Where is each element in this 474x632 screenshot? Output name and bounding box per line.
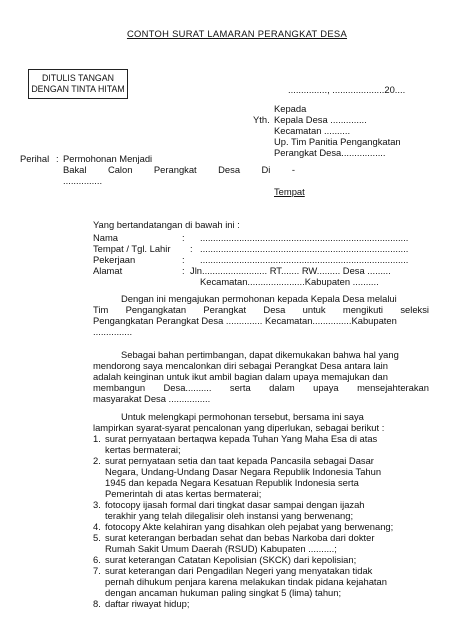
para1-line-1: Dengan ini mengajukan permohonan kepada Kepala Desa melalui xyxy=(121,293,397,304)
date-line: ..............., ....................20.... xyxy=(288,84,406,95)
identity-sep-nama: : xyxy=(182,232,185,243)
list-item-text: Rumah Sakit Umum Daerah (RSUD) Kabupaten ..........; xyxy=(105,543,337,554)
identity-value-pekerjaan: ................................................................................ xyxy=(200,254,409,265)
para3-line-2: lampirkan syarat-syarat pencalonan yang diperlukan, sebagai berikut : xyxy=(93,422,385,433)
list-item-number: 3. xyxy=(93,499,101,510)
list-item-text: kertas bermaterai; xyxy=(105,444,181,455)
address-kepada: Kepada xyxy=(274,103,307,114)
handwritten-note-box xyxy=(28,69,128,99)
opening-text: Yang bertandatangan di bawah ini : xyxy=(93,219,240,230)
tempat-label: Tempat xyxy=(274,186,305,197)
identity-sep-ttl: : xyxy=(190,243,193,254)
identity-label-alamat: Alamat xyxy=(93,265,123,276)
para2-line-5: masyarakat Desa ................ xyxy=(93,393,211,404)
list-item-text: 1945 dan kepada Negara Kesatuan Republik Indonesia serta xyxy=(105,477,359,488)
list-item-text: Pemerintah di atas kertas bermaterai; xyxy=(105,488,262,499)
perihal-line-3: ............... xyxy=(63,175,103,186)
identity-sep-pekerjaan: : xyxy=(182,254,185,265)
list-item-text: surat pernyataan setia dan taat kepada Pancasila sebagai Dasar xyxy=(105,455,374,466)
list-item-text: Negara, Undang-Undang Dasar Negara Republik Indonesia Tahun xyxy=(105,466,382,477)
identity-label-pekerjaan: Pekerjaan xyxy=(93,254,136,265)
address-line-1: Kepala Desa .............. xyxy=(274,114,367,125)
perihal-label: Perihal xyxy=(20,153,50,164)
identity-alamat-cont: Kecamatan......................Kabupaten .......... xyxy=(200,276,379,287)
list-item-number: 7. xyxy=(93,565,101,576)
para2-line-3: adalah keinginan untuk ikut ambil bagian dalam upaya memajukan dan xyxy=(93,371,388,382)
para1-line-4: ............... xyxy=(93,326,133,337)
list-item-number: 4. xyxy=(93,521,101,532)
list-item-text: dengan ancaman hukuman paling singkat 5 (lima) tahun; xyxy=(105,587,342,598)
para1-line-2: Tim Pengangkatan Perangkat Desa untuk mengikuti seleksi xyxy=(93,304,429,315)
list-item-text: pernah dihukum penjara karena melakukan tindak pidana kejahatan xyxy=(105,576,387,587)
list-item-number: 5. xyxy=(93,532,101,543)
para2-line-1: Sebagai bahan pertimbangan, dapat dikemukakan bahwa hal yang xyxy=(121,349,399,360)
list-item-number: 8. xyxy=(93,598,101,609)
identity-value-alamat: Jln......................... RT....... RW......... Desa ......... xyxy=(190,265,391,276)
document-title: CONTOH SURAT LAMARAN PERANGKAT DESA xyxy=(126,28,348,39)
identity-label-ttl: Tempat / Tgl. Lahir xyxy=(93,243,171,254)
requirements-list xyxy=(93,433,438,623)
para3-line-1: Untuk melengkapi permohonan tersebut, bersama ini saya xyxy=(121,411,364,422)
identity-label-nama: Nama xyxy=(93,232,119,243)
address-line-3: Up. Tim Panitia Pengangkatan xyxy=(274,136,401,147)
box-line-2: DENGAN TINTA HITAM xyxy=(31,84,125,94)
identity-sep-alamat: : xyxy=(182,265,185,276)
address-line-2: Kecamatan .......... xyxy=(274,125,351,136)
para1-line-3: Pengangkatan Perangkat Desa .............. Kecamatan...............Kabupaten xyxy=(93,315,397,326)
para2-line-2: mendorong saya mencalonkan diri sebagai Perangkat Desa antara lain xyxy=(93,360,388,371)
list-item-text: terakhir yang telah dilegalisir oleh instansi yang berwenang; xyxy=(105,510,354,521)
list-item-text: fotocopy ijasah formal dari tingkat dasar sampai dengan ijazah xyxy=(105,499,365,510)
para2-line-4: membangun Desa.......... serta dalam upaya mensejahterakan xyxy=(93,382,429,393)
list-item-text: surat keterangan dari Pengadilan Negeri yang menyatakan tidak xyxy=(105,565,373,576)
perihal-line-1: Permohonan Menjadi xyxy=(63,153,153,164)
list-item-text: surat keterangan berbadan sehat dan bebas Narkoba dari dokter xyxy=(105,532,375,543)
list-item-number: 2. xyxy=(93,455,101,466)
list-item-text: surat pernyataan bertaqwa kepada Tuhan Yang Maha Esa di atas xyxy=(105,433,378,444)
identity-value-nama: ................................................................................ xyxy=(200,232,409,243)
address-yth: Yth. xyxy=(253,114,270,125)
list-item-text: daftar riwayat hidup; xyxy=(105,598,190,609)
list-item-text: fotocopy Akte kelahiran yang disahkan oleh pejabat yang berwenang; xyxy=(105,521,394,532)
list-item-text: surat keterangan Catatan Kepolisian (SKCK) dari kepolisian; xyxy=(105,554,357,565)
list-item-number: 1. xyxy=(93,433,101,444)
box-line-1: DITULIS TANGAN xyxy=(41,73,114,83)
list-item-number: 6. xyxy=(93,554,101,565)
perihal-line-2: Bakal Calon Perangkat Desa Di - xyxy=(63,164,295,175)
identity-value-ttl: ................................................................................ xyxy=(200,243,409,254)
address-line-4: Perangkat Desa................. xyxy=(274,147,386,158)
perihal-colon: : xyxy=(56,153,59,164)
